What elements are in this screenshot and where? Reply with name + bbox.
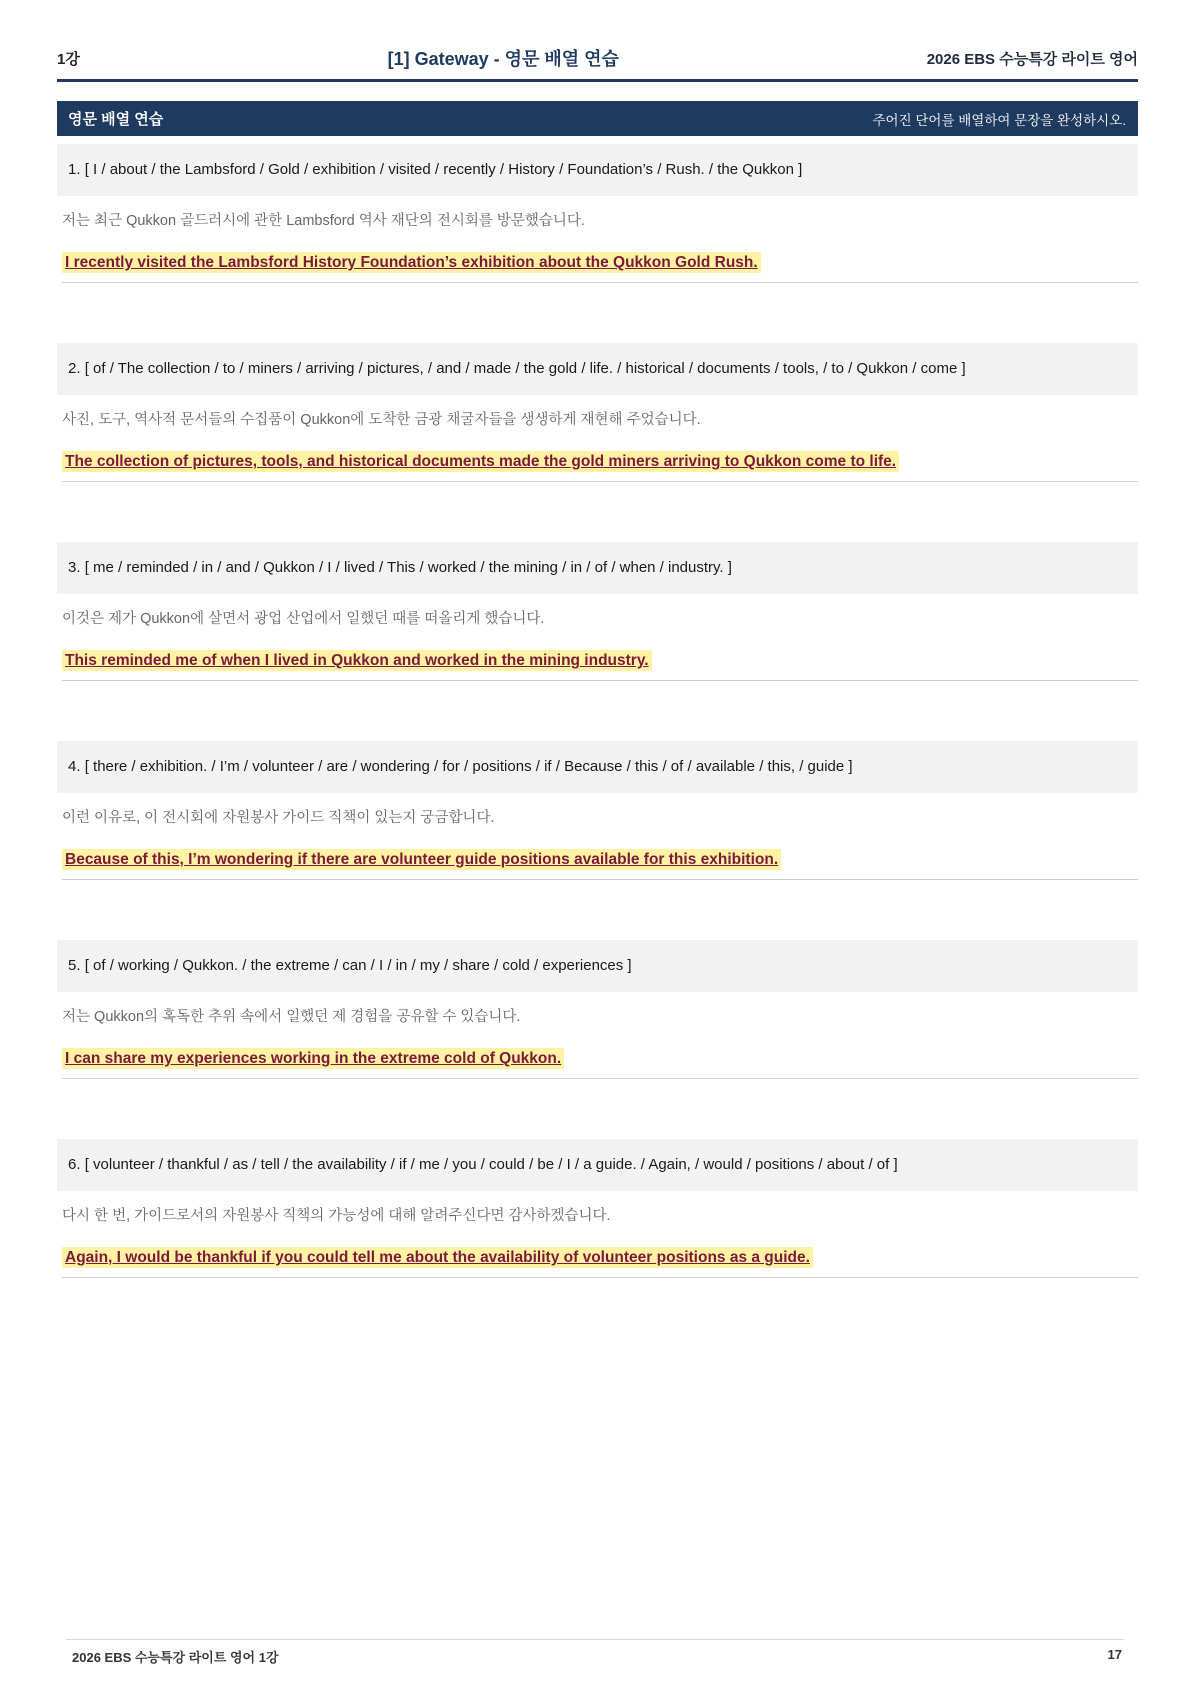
answer-line	[57, 451, 1138, 473]
answer-sentence: Because of this, I’m wondering if there are volunteer guide positions available for this exhibition.	[62, 849, 781, 870]
item-number: 2.	[68, 360, 81, 377]
word-list: [ of / The collection / to / miners / arriving / pictures, / and / made / the gold / life. / historical / documents / tools, / to / Qukkon / come ]	[84, 360, 966, 377]
lesson-label: 1강	[57, 50, 80, 68]
word-list: [ there / exhibition. / I’m / volunteer / are / wondering / for / positions / if / Because / this / of / available / this, / guide ]	[84, 758, 853, 775]
item-number: 5.	[68, 957, 81, 974]
answer-line	[57, 1048, 1138, 1070]
item-number: 3.	[68, 559, 81, 576]
word-prompt	[57, 144, 1138, 196]
word-list: [ of / working / Qukkon. / the extreme / can / I / in / my / share / cold / experiences ]	[84, 957, 632, 974]
korean-translation: 이런 이유로, 이 전시회에 자원봉사 가이드 직책이 있는지 궁금합니다.	[62, 810, 495, 826]
answer-divider	[62, 282, 1138, 283]
korean-translation: 저는 최근 Qukkon 골드러시에 관한 Lambsford 역사 재단의 전시회를 방문했습니다.	[62, 213, 585, 229]
page-header	[57, 44, 1138, 72]
answer-sentence: Again, I would be thankful if you could tell me about the availability of volunteer positions as a guide.	[62, 1247, 813, 1268]
book-title: 2026 EBS 수능특강 라이트 영어	[926, 50, 1138, 68]
korean-translation: 사진, 도구, 역사적 문서들의 수집품이 Qukkon에 도착한 금광 채굴자들을 생생하게 재현해 주었습니다.	[62, 412, 701, 428]
exercise-list	[57, 144, 1138, 1338]
section-bar	[57, 101, 1138, 136]
answer-line	[57, 650, 1138, 672]
section-title: 영문 배열 연습	[68, 111, 164, 128]
word-prompt	[57, 741, 1138, 793]
answer-divider	[62, 481, 1138, 482]
korean-translation: 이것은 제가 Qukkon에 살면서 광업 산업에서 일했던 때를 떠올리게 했습니다.	[62, 611, 545, 627]
answer-sentence: This reminded me of when I lived in Qukkon and worked in the mining industry.	[62, 650, 652, 671]
word-list: [ me / reminded / in / and / Qukkon / I / lived / This / worked / the mining / in / of / when / industry. ]	[84, 559, 732, 576]
footer-book-title: 2026 EBS 수능특강 라이트 영어 1강	[72, 1650, 279, 1665]
korean-translation: 저는 Qukkon의 혹독한 추위 속에서 일했던 제 경험을 공유할 수 있습니다.	[62, 1009, 521, 1025]
header-divider	[57, 79, 1138, 82]
answer-divider	[62, 1277, 1138, 1278]
answer-line	[57, 849, 1138, 871]
exercise-item	[57, 343, 1138, 542]
answer-divider	[62, 1078, 1138, 1079]
word-prompt	[57, 542, 1138, 594]
section-instruction: 주어진 단어를 배열하여 문장을 완성하시오.	[872, 112, 1126, 128]
word-list: [ I / about / the Lambsford / Gold / exhibition / visited / recently / History / Foundation’s / Rush. / the Qukkon ]	[84, 161, 803, 178]
item-number: 4.	[68, 758, 81, 775]
exercise-item	[57, 940, 1138, 1139]
word-prompt	[57, 940, 1138, 992]
answer-sentence: The collection of pictures, tools, and historical documents made the gold miners arriving to Qukkon come to life.	[62, 451, 899, 472]
exercise-item	[57, 542, 1138, 741]
page-footer	[72, 1647, 1122, 1666]
answer-line	[57, 1247, 1138, 1269]
word-prompt	[57, 343, 1138, 395]
word-list: [ volunteer / thankful / as / tell / the availability / if / me / you / could / be / I / a guide. / Again, / would / positions / about / of ]	[84, 1156, 898, 1173]
page-title: [1] Gateway - 영문 배열 연습	[387, 49, 619, 69]
answer-line	[57, 252, 1138, 274]
exercise-item	[57, 1139, 1138, 1338]
answer-divider	[62, 680, 1138, 681]
footer-divider	[66, 1639, 1124, 1640]
korean-translation: 다시 한 번, 가이드로서의 자원봉사 직책의 가능성에 대해 알려주신다면 감사하겠습니다.	[62, 1208, 611, 1224]
answer-sentence: I recently visited the Lambsford History Foundation’s exhibition about the Qukkon Gold Rush.	[62, 252, 761, 273]
item-number: 6.	[68, 1156, 81, 1173]
word-prompt	[57, 1139, 1138, 1191]
answer-sentence: I can share my experiences working in the extreme cold of Qukkon.	[62, 1048, 564, 1069]
exercise-item	[57, 144, 1138, 343]
page-number: 17	[1107, 1647, 1122, 1662]
exercise-item	[57, 741, 1138, 940]
item-number: 1.	[68, 161, 81, 178]
answer-divider	[62, 879, 1138, 880]
